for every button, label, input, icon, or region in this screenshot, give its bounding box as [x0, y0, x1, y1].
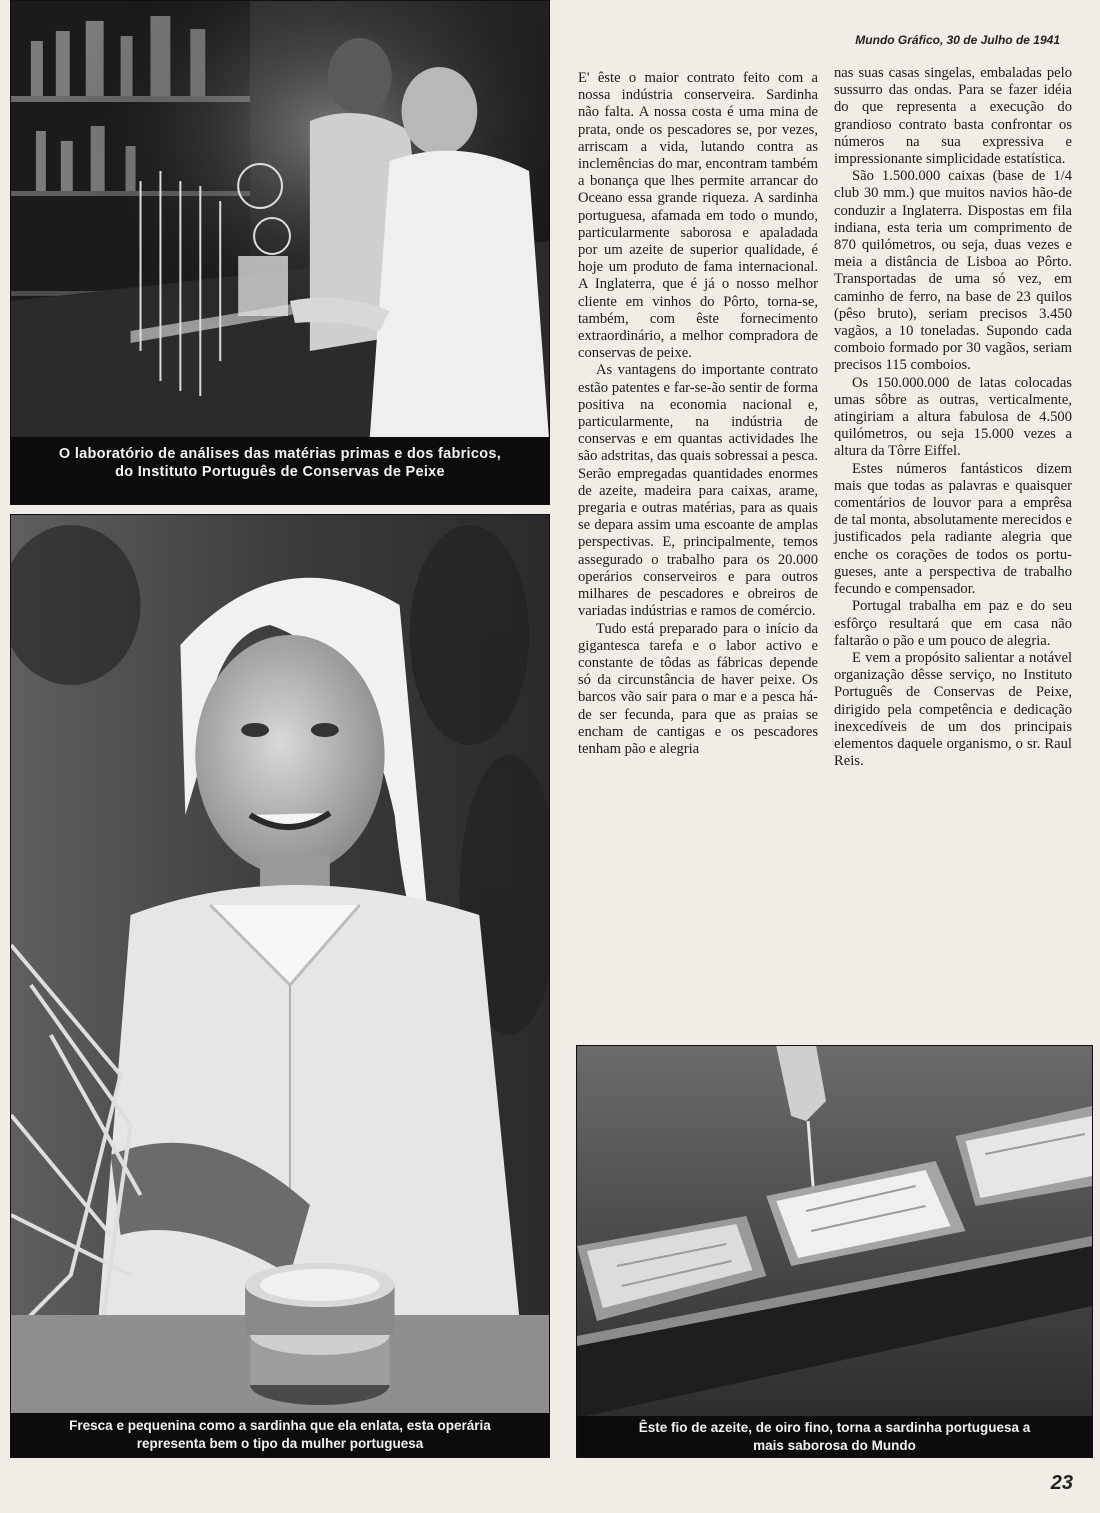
column2-paragraph-4: Estes números fantásticos dizem mais que todas as palavras e quaisquer comentários de louvor para a emprêsa de tal monta, absolutamente merecidos e justificados pela radiante alegria que enche os corações de todos os portugueses, ante a perspectiva de trabalho fecundo e compensador. — [834, 460, 1072, 598]
column2-paragraph-5: Portugal trabalha em paz e do seu esfôrço resultará que em casa não faltarão o pão e um pouco de alegria. — [834, 598, 1072, 649]
publication-header: Mundo Gráfico, 30 de Julho de 1941 — [855, 33, 1060, 47]
worker-caption-line1: Fresca e pequenina como a sardinha que ela enlata, esta operária — [69, 1418, 491, 1433]
olive-oil-image — [577, 1046, 1092, 1418]
laboratory-caption-line2: do Instituto Português de Conservas de Peixe — [115, 464, 445, 480]
column1-paragraph-3: Tudo está preparado para o início da gigantesca tarefa e o labor activo e constante de tôdas as fábricas depende só da circunstância de haver peixe. Os barcos vão sair para o mar e a pesca há-de ser fecunda, para que as praias se encham de cantigas e os pescadores tenham pão e alegria — [578, 620, 818, 757]
article-column-2 — [834, 65, 1072, 770]
laboratory-photo — [10, 0, 550, 505]
column1-paragraph-2: As vantagens do importante contrato estão patentes e far-se-ão sentir de forma positiva na economia nacional e, particularmente, na indústria de conservas e em quantas actividades lhe são adstritas, das quais sobressai a pesca. Serão empregadas quantidades enormes de azeite, madeira para caixas, arame, pregaria e outras matérias, para as quais se depara assim uma escoante de amplas perspectivas. E, principalmente, temos assegurado o trabalho para os 20.000 operários conserveiros e para outros milhares de pescadores e obreiros de variadas indústrias e ramos de comércio. — [578, 362, 818, 620]
column1-paragraph-1: E' êste o maior contrato feito com a nossa indústria conserveira. Sardinha não falta. A nossa costa é uma mina de prata, onde os pescadores se, por vezes, arriscam a vida, lutando contra as inclemências do mar, encontram também a bonança que lhes permite arrancar do Oceano essa grande riqueza. A sardinha portuguesa, afamada em todo o mundo, particularmente saborosa e apaladada por um azeite de superior qualidade, é hoje um produto de fama internacional. A Inglaterra, que é já o nosso melhor cliente em vinhos do Pôrto, torna-se, também, com êste fornecimento extraordinário, a melhor compradora de conservas de peixe. — [578, 70, 818, 362]
laboratory-caption-line1: O laboratório de análises das matérias primas e dos fabricos, — [58, 446, 502, 462]
olive-oil-caption-line1: Êste fio de azeite, de oiro fino, torna a sardinha portuguesa a — [638, 1420, 1031, 1435]
worker-caption — [11, 1413, 549, 1457]
column2-paragraph-6: E vem a propósito salientar a notável organização dêsse serviço, no Instituto Português de Conservas de Peixe, dirigido pela competência e dedicação inexcedíveis de um dos principais elementos daquele organismo, o sr. Raul Reis. — [834, 649, 1072, 770]
olive-oil-caption-line2: mais saborosa do Mundo — [753, 1438, 916, 1453]
worker-caption-line2: representa bem o tipo da mulher portuguesa — [136, 1436, 424, 1451]
article-column-1 — [578, 70, 818, 758]
column2-paragraph-3: Os 150.000.000 de latas colocadas umas sôbre as outras, verticalmente, atingiriam a altura fabulosa de 4.500 quilómetros, ou seja 15.000 vezes a altura da Tôrre Eiffel. — [834, 374, 1072, 460]
worker-photo — [10, 514, 550, 1458]
column2-paragraph-1: nas suas casas singelas, embaladas pelo sussurro das ondas. Para se fazer idéia do que representa a execução do grandioso contrato basta confrontar os números na sua expressiva e impressionante simplicidade estatística. — [834, 65, 1072, 168]
laboratory-image — [11, 1, 549, 439]
worker-image — [11, 515, 549, 1415]
page-number: 23 — [1050, 1472, 1073, 1494]
column2-paragraph-2: São 1.500.000 caixas (base de 1/4 club 30 mm.) que muitos navios hão-de conduzir a Inglaterra. Dispostas em fila indiana, esta teria um comprimento de 870 quilómetros, ou seja, duas vezes e meia a distância de Lisboa ao Pôrto. Transportadas de uma só vez, em caminho de ferro, na base de 23 quilos (pêso bruto), seriam precisos 3.450 vagãos, a 10 toneladas. Supondo cada comboio formado por 30 vagãos, seriam precisos 115 comboios. — [834, 168, 1072, 374]
laboratory-caption — [11, 437, 549, 504]
olive-oil-caption — [577, 1416, 1092, 1457]
olive-oil-photo — [576, 1045, 1093, 1458]
